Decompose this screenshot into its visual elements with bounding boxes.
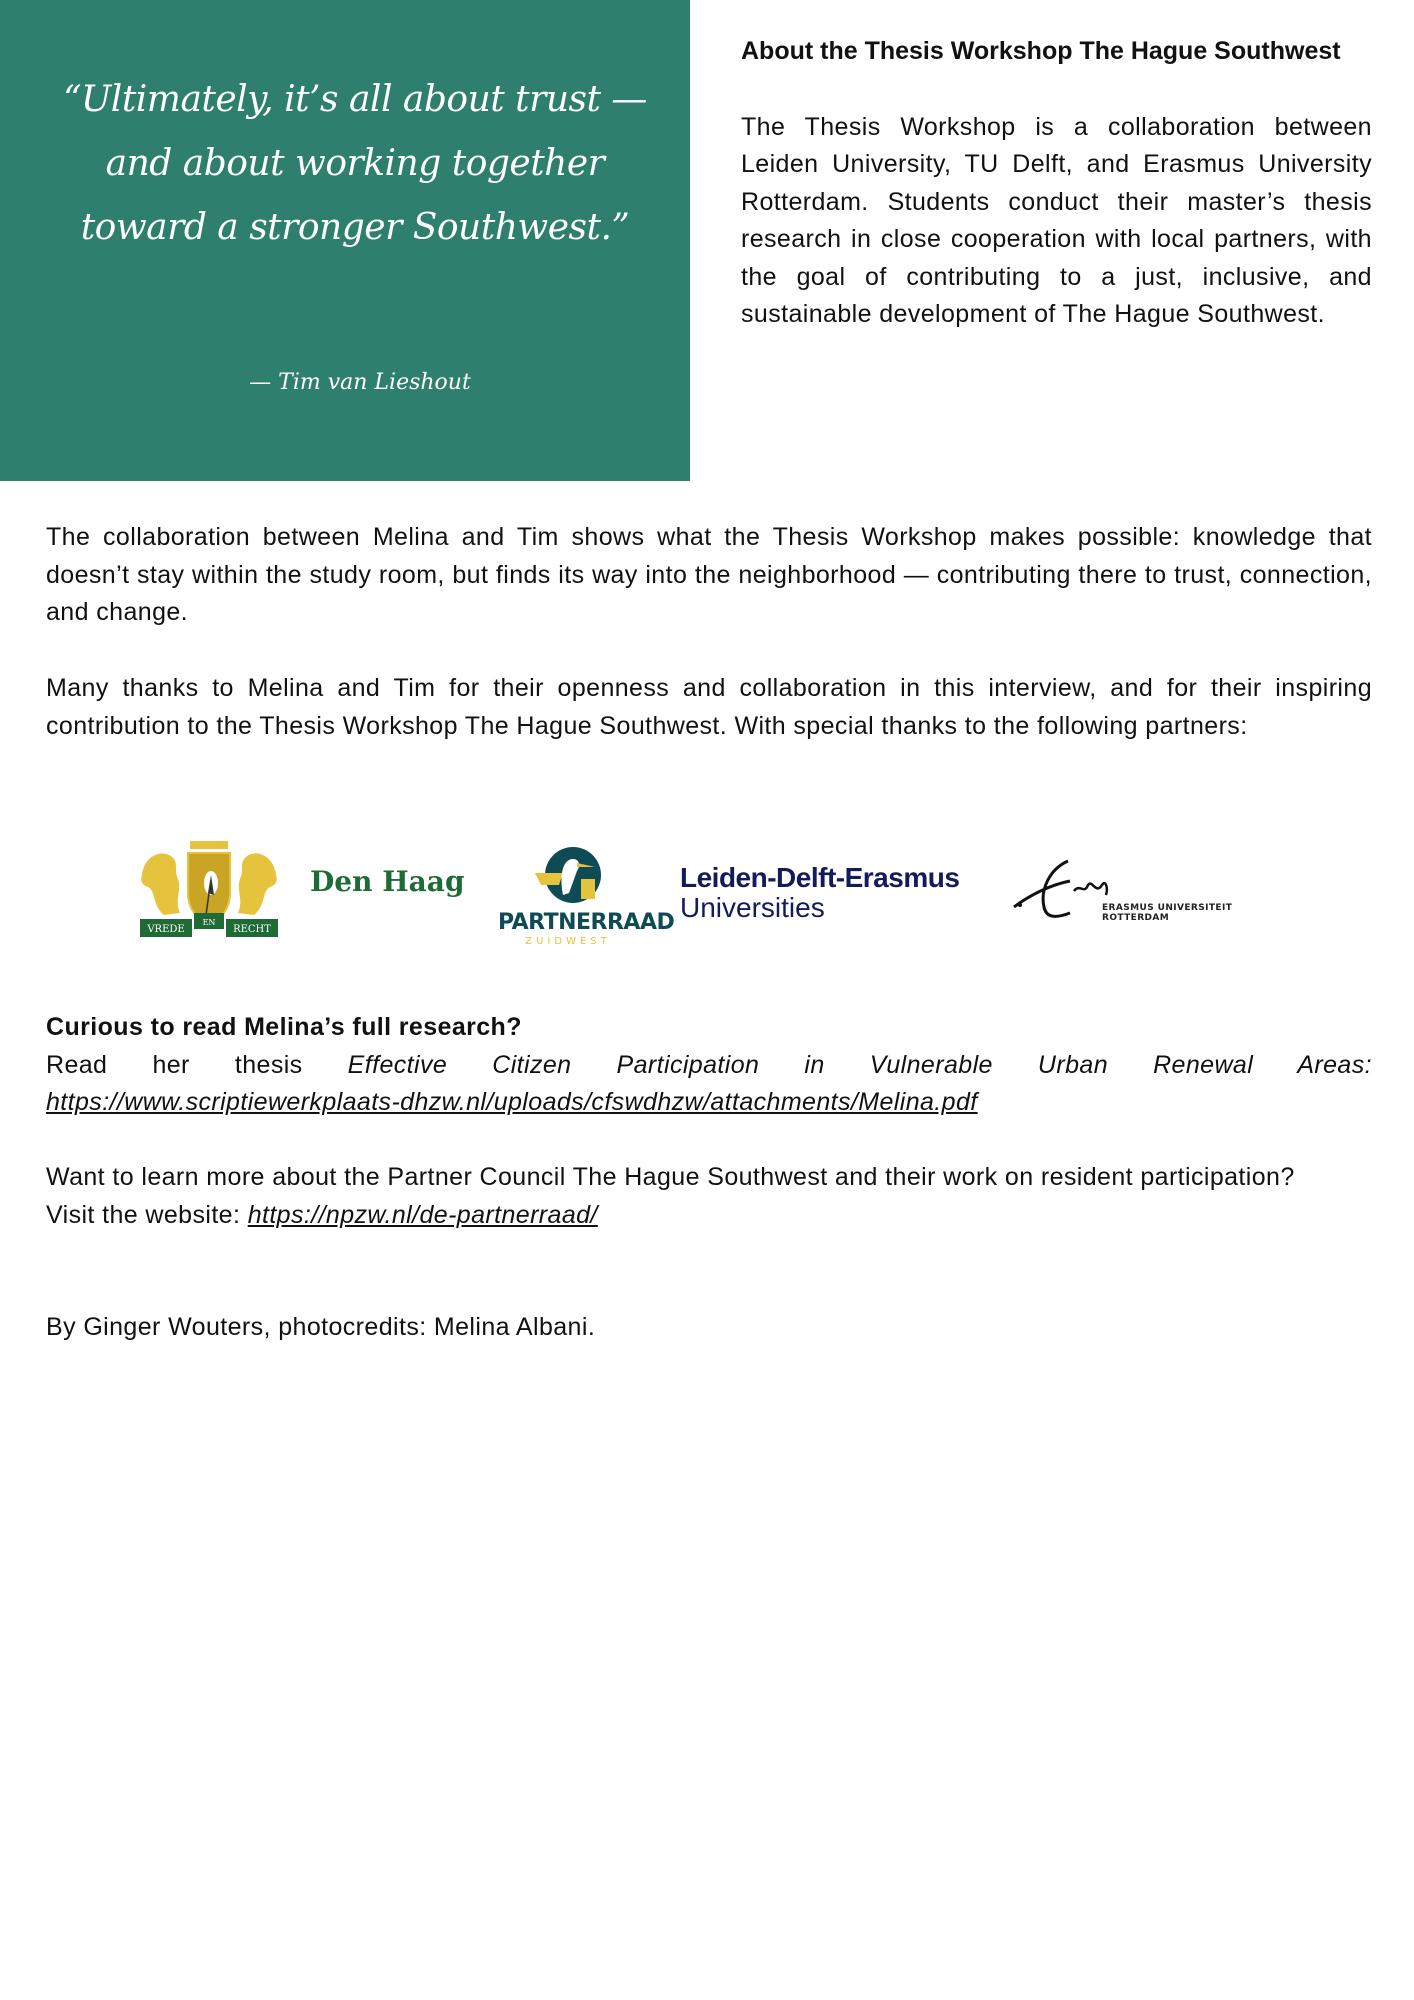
partner-council-section [46,1159,1372,1234]
lde-line2: Universities [680,892,825,923]
research-lead: Read her thesis [46,1050,348,1079]
erasmus-caption: ERASMUS UNIVERSITEIT ROTTERDAM [1102,903,1233,923]
paragraph-collaboration: The collaboration between Melina and Tim shows what the Thesis Workshop makes possible: knowledge that doesn’t stay within the study room, but finds its way into the neighborhood — contributing there to trust, connection, and change. [46,523,1372,627]
visit-label: Visit the website: [46,1200,248,1229]
byline: By Ginger Wouters, photocredits: Melina Albani. [46,1313,596,1341]
partnerraad-name: PARTNERRAAD [498,910,675,935]
coat-of-arms-icon [134,835,284,945]
partnerraad-logo [498,845,675,955]
erasmus-signature-icon [1010,855,1110,925]
partnerraad-sub: ZUIDWEST [525,936,611,947]
partner-council-text: Want to learn more about the Partner Council The Hague Southwest and their work on resident participation? [46,1163,1295,1191]
quote-attribution: — Tim van Lieshout [249,370,471,395]
about-body: The Thesis Workshop is a collaboration between Leiden University, TU Delft, and Erasmus University Rotterdam. Students conduct their master’s thesis research in close cooperation with local partners, with the goal of contributing to a just, inclusive, and sustainable development of The Hague Southwest. [741,112,1372,329]
about-heading: About the Thesis Workshop The Hague Southwest [741,37,1341,65]
lde-line1: Leiden-Delft-Erasmus [680,862,960,893]
about-section [741,33,1372,334]
svg-text:EN: EN [202,918,216,927]
erasmus-university-logo [1010,855,1290,935]
den-haag-crest-logo [134,835,284,945]
den-haag-wordmark: Den Haag [310,865,465,898]
partnerraad-link[interactable]: https://npzw.nl/de-partnerraad/ [247,1200,598,1229]
thesis-link[interactable]: https://www.scriptiewerkplaats-dhzw.nl/uploads/cfswdhzw/attachments/Melina.pdf [46,1088,978,1117]
svg-text:RECHT: RECHT [233,924,271,935]
quote-panel [0,0,690,481]
research-lead-line [46,1047,1372,1085]
research-section [46,1009,1372,1122]
paragraph-thanks: Many thanks to Melina and Tim for their openness and collaboration in this interview, and for their inspiring contribution to the Thesis Workshop The Hague Southwest. With special thanks to the following partners: [46,674,1372,740]
thesis-title: Effective Citizen Participation in Vulnerable Urban Renewal Areas: [347,1050,1372,1079]
stork-emblem-icon [533,845,603,907]
svg-text:VREDE: VREDE [147,924,185,935]
partner-logos [130,835,1300,955]
pull-quote: “Ultimately, it’s all about trust — and about working together toward a stronger Southwest.” [63,79,647,248]
research-heading: Curious to read Melina’s full research? [46,1013,522,1041]
lde-logo [680,863,959,923]
